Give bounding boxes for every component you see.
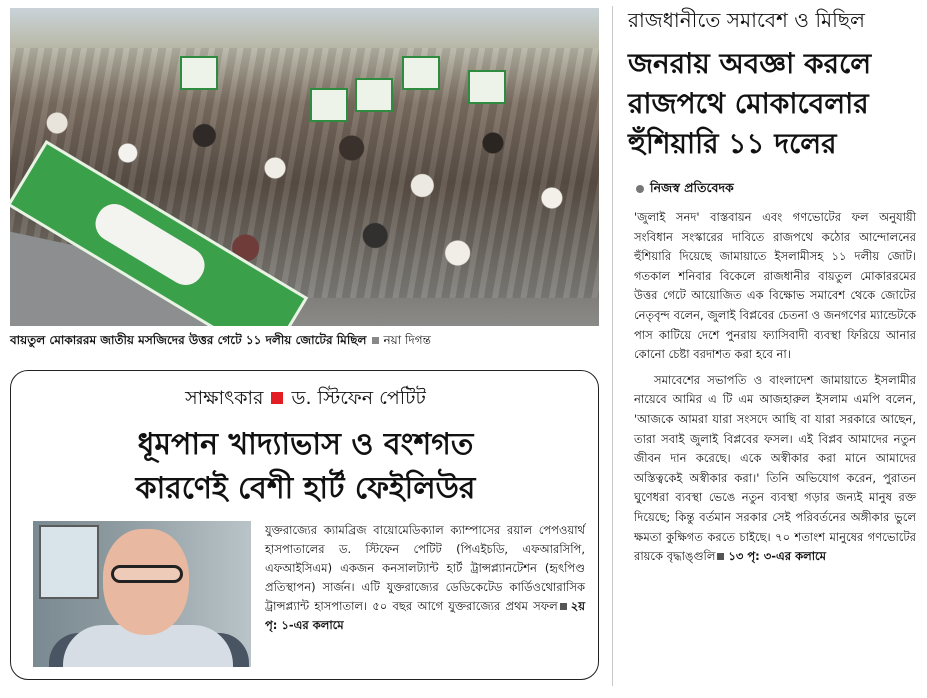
interview-headline: [11, 423, 600, 511]
byline: [636, 180, 734, 200]
red-square-icon: [271, 392, 283, 404]
kicker-label: সাক্ষাৎকার: [185, 387, 264, 409]
photo-caption-text: বায়তুল মোকাররম জাতীয় মসজিদের উত্তর গেটে ১১ দলীয় জোটের মিছিল: [10, 333, 367, 347]
interview-intro: [265, 521, 585, 635]
interview-kicker: [11, 385, 600, 411]
interview-intro-text: যুক্তরাজ্যের ক্যামব্রিজ বায়োমেডিক্যাল ক্যাম্পাসের রয়াল পেপওয়ার্থ হাসপাতালের ড. স্টিফেন পেটিট (পিএইচডি, এফআরসিপি, এফআইসিএম) একজন কনসালট্যান্ট হার্ট ট্রান্সপ্ল্যানটেশন (হৃৎপিণ্ড প্রতিস্থাপন) সার্জন। এটি যুক্তরাজ্যের ডেডিকেটেড কার্ডিওথোরাসিক ট্রান্সপ্ল্যান্ট হাসপাতাল। ৫০ বছর আগে যুক্তরাজ্যের প্রথম সফল: [265, 523, 585, 613]
article-paragraph-text: সমাবেশের সভাপতি ও বাংলাদেশ জামায়াতে ইসলামীর নায়েবে আমির এ টি এম আজহারুল ইসলাম এমপি বলেন, 'আজকে আমরা যারা সংসদে আছি বা যারা সরকারে আছেন, তারা সবাই জুলাই বিপ্লবের ফসল। এই বিপ্লব আমাদের নতুন জীবন দান করেছে। একে অস্বীকার করা মানে আমাদের অস্তিত্বকেই অস্বীকার করা।' তিনি অভিযোগ করেন, পুরাতন ঘুণেধরা ব্যবস্থা ভেঙে নতুন ব্যবস্থা গড়ার জন্যই মানুষ রক্ত দিয়েছে; কিন্তু বর্তমান সরকার সেই পরিবর্তনের অঙ্গীকার ভুলে ক্ষমতা কুক্ষিগত করতে চাইছে। ৭০ শতাংশ মানুষের গণভোটের রায়কে বৃদ্ধাঙ্গুলি: [634, 372, 916, 564]
placard: [402, 56, 440, 90]
interview-box: [10, 370, 599, 680]
continued-link[interactable]: ২য় পৃ: ১-এর কলামে: [265, 599, 585, 632]
placard: [468, 70, 506, 104]
separator-square-icon: [372, 337, 379, 344]
placard: [180, 56, 218, 90]
photo-credit: নয়া দিগন্ত: [383, 333, 431, 347]
continued-link[interactable]: ১৩ পৃ: ৩-এর কলামে: [728, 549, 827, 564]
separator-square-icon: [560, 603, 567, 610]
separator-square-icon: [717, 553, 724, 560]
rally-photo: [10, 8, 599, 326]
article-kicker: রাজধানীতে সমাবেশ ও মিছিল: [628, 8, 865, 32]
glasses: [111, 565, 183, 583]
bullet-icon: [636, 185, 644, 193]
article-paragraph: [634, 371, 916, 567]
article-paragraph: 'জুলাই সনদ' বাস্তবায়ন এবং গণভোটের ফল অনুযায়ী সংবিধান সংস্কারের দাবিতে রাজপথে কঠোর আন্দোলনের হুঁশিয়ারি দিয়েছে জামায়াতে ইসলামীসহ ১১ দলীয় জোট। গতকাল শনিবার বিকেলে রাজধানীর বায়তুল মোকাররমের উত্তর গেটে আয়োজিত এক বিক্ষোভ সমাবেশ থেকে জোটের নেতৃবৃন্দ বলেন, জুলাই বিপ্লবের চেতনা ও জনগণের ম্যান্ডেটকে পাস কাটিয়ে দেশে পুনরায় ফ্যাসিবাদী ব্যবস্থা ফিরিয়ে আনার কোনো চেষ্টা বরদাশত করা হবে না।: [634, 210, 916, 362]
column-divider: [612, 6, 613, 686]
interviewee-portrait: [33, 521, 251, 667]
article-headline-line: রাজপথে মোকাবেলার: [628, 87, 869, 120]
photo-caption: [10, 330, 599, 350]
article-headline-line: জনরায় অবজ্ঞা করলে: [628, 47, 872, 80]
interviewee-name: ড. স্টিফেন পেটিট: [291, 387, 426, 409]
byline-text: নিজস্ব প্রতিবেদক: [650, 180, 734, 195]
placard: [310, 88, 348, 122]
article-headline-line: হুঁশিয়ারি ১১ দলের: [628, 127, 837, 160]
article-body: [634, 208, 916, 567]
interview-headline-line: ধূমপান খাদ্যাভাস ও বংশগত: [137, 427, 474, 462]
placard: [355, 78, 393, 112]
interview-headline-line: কারণেই বেশী হার্ট ফেইলিউর: [135, 471, 476, 506]
article-headline: [628, 44, 918, 164]
